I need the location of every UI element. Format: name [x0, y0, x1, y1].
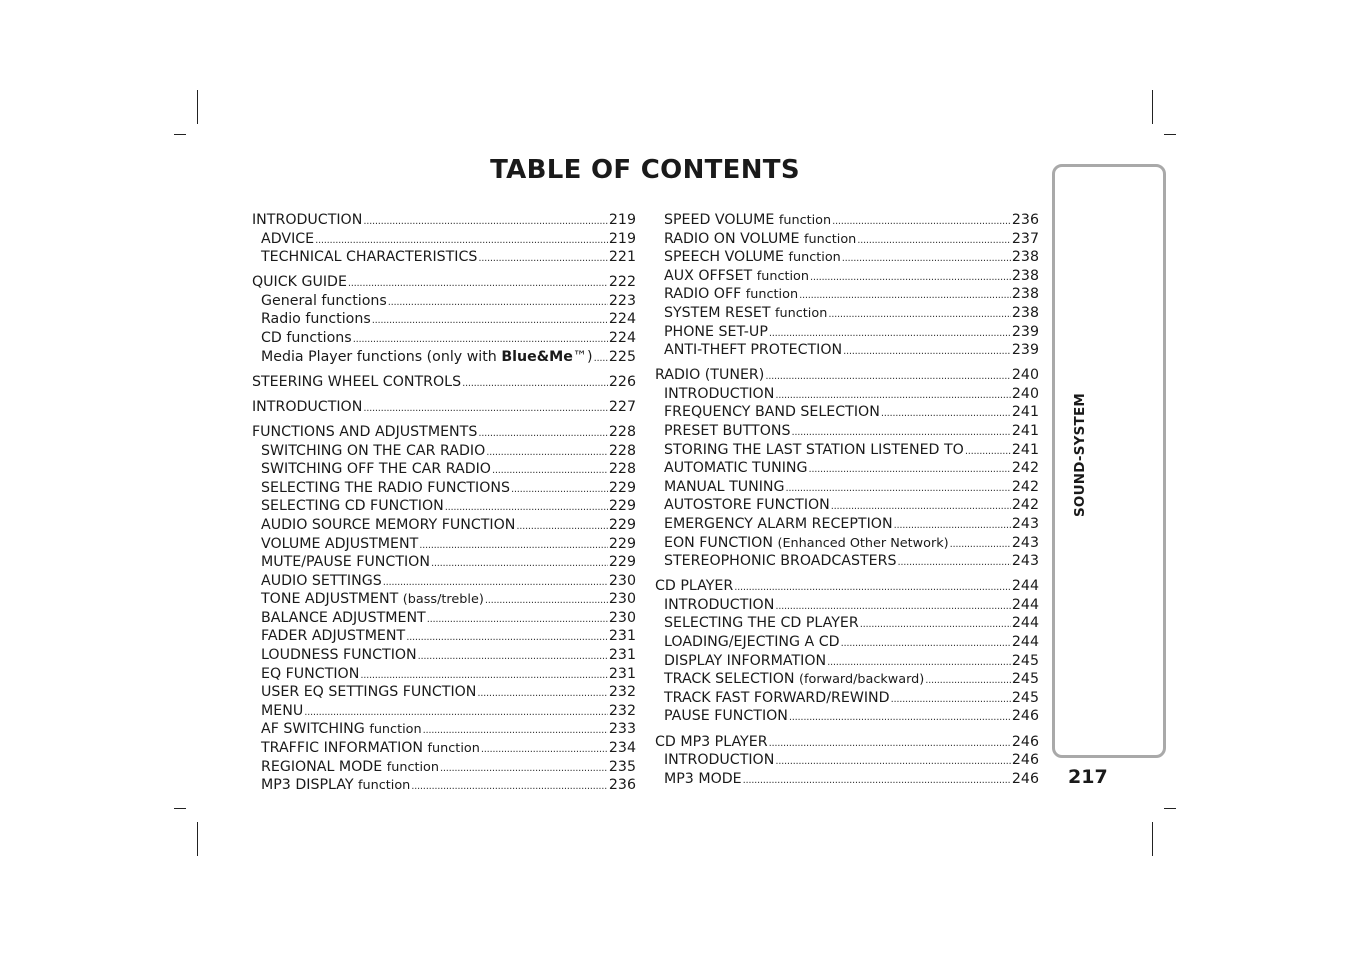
crop-mark: [1152, 822, 1153, 856]
toc-entry: [252, 536, 636, 555]
dot-leader: [841, 635, 1011, 653]
toc-entry-suffix: (bass/treble): [402, 592, 484, 608]
brand-name: Blue&Me: [501, 348, 573, 365]
toc-entry-label: TECHNICAL CHARACTERISTICS: [261, 249, 478, 266]
toc-entry-suffix: function: [778, 213, 832, 228]
section-tab: [1052, 164, 1166, 758]
toc-entry-page: 236: [608, 777, 636, 794]
toc-entry-page: 229: [608, 554, 636, 571]
dot-leader: [894, 517, 1011, 535]
toc-entry-label: RADIO OFF function: [664, 286, 799, 303]
toc-entry-page: 238: [1011, 304, 1039, 321]
dot-leader: [486, 444, 608, 462]
dot-leader: [857, 232, 1011, 250]
toc-entry-page: 231: [608, 628, 636, 645]
toc-entry-label: QUICK GUIDE: [252, 274, 347, 291]
toc-entry-page: 245: [1011, 671, 1039, 688]
toc-entry-label: STEREOPHONIC BROADCASTERS: [664, 553, 897, 570]
toc-entry-page: 238: [1011, 286, 1039, 303]
toc-entry-page: 229: [608, 516, 636, 533]
dot-leader: [423, 722, 608, 740]
dot-leader: [809, 461, 1011, 479]
toc-entry: [252, 610, 636, 629]
toc-entry-page: 244: [1011, 596, 1039, 613]
dot-leader: [406, 629, 608, 647]
toc-entry-label: VOLUME ADJUSTMENT: [261, 535, 419, 552]
toc-entry: [252, 740, 636, 759]
toc-entry-page: 245: [1011, 689, 1039, 706]
crop-mark: [174, 808, 186, 809]
toc-entry: [655, 423, 1039, 442]
toc-entry-page: 235: [608, 758, 636, 775]
dot-leader: [383, 574, 608, 592]
page-number: 217: [1068, 766, 1108, 788]
toc-entry: [252, 480, 636, 499]
toc-entry: [655, 535, 1039, 554]
toc-entry-page: 229: [608, 479, 636, 496]
toc-entry-page: 243: [1011, 534, 1039, 551]
toc-entry: [655, 404, 1039, 423]
toc-entry: [252, 517, 636, 536]
toc-entry-page: 228: [608, 461, 636, 478]
toc-entry-suffix: function: [386, 759, 439, 775]
toc-entry-label: AUX OFFSET function: [664, 267, 809, 284]
dot-leader: [769, 325, 1011, 343]
toc-entry-page: 221: [608, 249, 636, 266]
toc-entry-page: 241: [1011, 404, 1039, 421]
toc-entry-page: 226: [608, 373, 636, 390]
toc-entry-label: PAUSE FUNCTION: [664, 708, 788, 725]
toc-entry-suffix: ™): [572, 348, 593, 365]
toc-entry: [252, 399, 636, 418]
toc-entry-label: BALANCE ADJUSTMENT: [261, 609, 426, 626]
toc-entry-page: 224: [608, 311, 636, 328]
dot-leader: [843, 343, 1011, 361]
toc-entry: [655, 708, 1039, 727]
dot-leader: [775, 598, 1011, 616]
dot-leader: [881, 405, 1011, 423]
dot-leader: [769, 735, 1011, 753]
toc-entry-page: 231: [608, 665, 636, 682]
toc-entry-label: RADIO (TUNER): [655, 367, 765, 384]
dot-leader: [594, 350, 608, 368]
dot-leader: [842, 250, 1011, 268]
toc-entry-page: 229: [608, 498, 636, 515]
toc-entry-page: 233: [608, 721, 636, 738]
toc-entry-page: 223: [608, 292, 636, 309]
toc-entry-label: INTRODUCTION: [664, 596, 775, 613]
dot-leader: [431, 555, 608, 573]
dot-leader: [363, 213, 608, 231]
toc-entry: [655, 615, 1039, 634]
toc-entry-label: SWITCHING ON THE CAR RADIO: [261, 442, 486, 459]
dot-leader: [831, 498, 1011, 516]
dot-leader: [775, 753, 1011, 771]
toc-entry: [252, 554, 636, 573]
toc-entry: [252, 666, 636, 685]
toc-entry: [252, 424, 636, 443]
toc-entry-page: 232: [608, 684, 636, 701]
toc-entry: [252, 498, 636, 517]
dot-leader: [418, 648, 608, 666]
toc-entry-page: 225: [608, 348, 636, 365]
dot-leader: [477, 685, 607, 703]
toc-entry-page: 245: [1011, 652, 1039, 669]
toc-entry-page: 236: [1011, 212, 1039, 228]
toc-entry-label: USER EQ SETTINGS FUNCTION: [261, 684, 477, 701]
dot-leader: [832, 213, 1011, 231]
toc-entry-page: 240: [1011, 367, 1039, 384]
toc-entry-suffix: function: [756, 268, 809, 284]
dot-leader: [950, 536, 1011, 554]
toc-entry-suffix: function: [369, 722, 422, 738]
toc-entry-page: 241: [1011, 441, 1039, 458]
toc-entry: [655, 752, 1039, 771]
toc-entry: [252, 274, 636, 293]
toc-entry-label: STEERING WHEEL CONTROLS: [252, 373, 462, 390]
toc-entry-label: ANTI-THEFT PROTECTION: [664, 342, 843, 359]
toc-entry: [655, 286, 1039, 305]
toc-entry: [252, 374, 636, 393]
section-tab-label: SOUND-SYSTEM: [1072, 392, 1088, 518]
toc-entry-label: INTRODUCTION: [252, 398, 363, 415]
toc-entry-label: ADVICE: [261, 230, 315, 247]
toc-entry-page: 228: [608, 423, 636, 440]
toc-entry: [655, 479, 1039, 498]
toc-entry-page: 230: [608, 591, 636, 608]
dot-leader: [828, 306, 1011, 324]
toc-entry-label: SPEECH VOLUME function: [664, 249, 841, 266]
toc-entry: [655, 268, 1039, 287]
toc-entry: [655, 690, 1039, 709]
crop-mark: [197, 90, 198, 124]
toc-entry-label: MANUAL TUNING: [664, 478, 785, 495]
toc-entry-label: PRESET BUTTONS: [664, 423, 791, 440]
toc-entry-page: 234: [608, 740, 636, 757]
toc-entry: [655, 231, 1039, 250]
dot-leader: [353, 331, 608, 349]
toc-entry-label: DISPLAY INFORMATION: [664, 652, 827, 669]
toc-entry: [252, 591, 636, 610]
toc-entry-page: 244: [1011, 615, 1039, 632]
dot-leader: [304, 704, 608, 722]
toc-entry-page: 237: [1011, 230, 1039, 247]
toc-entry-page: 239: [1011, 323, 1039, 340]
dot-leader: [792, 424, 1011, 442]
toc-entry-label: SELECTING CD FUNCTION: [261, 498, 444, 515]
toc-entry-label: INTRODUCTION: [664, 752, 775, 769]
toc-entry-label: CD functions: [261, 330, 352, 347]
dot-leader: [363, 400, 608, 418]
toc-entry-label: General functions: [261, 292, 387, 309]
toc-entry-label: MP3 DISPLAY function: [261, 777, 411, 794]
toc-entry: [252, 330, 636, 349]
toc-entry: [252, 461, 636, 480]
toc-entry: [252, 777, 636, 796]
crop-mark: [1152, 90, 1153, 124]
toc-column-right: [655, 212, 1039, 789]
toc-entry-suffix: (forward/backward): [799, 672, 925, 688]
toc-entry-page: 219: [608, 212, 636, 228]
dot-leader: [925, 672, 1011, 690]
toc-entry: [655, 597, 1039, 616]
toc-entry-page: 246: [1011, 708, 1039, 725]
toc-entry-label: TRACK SELECTION (forward/backward): [664, 671, 925, 688]
toc-entry-label: AF SWITCHING function: [261, 721, 422, 738]
toc-entry: [655, 653, 1039, 672]
toc-entry-page: 239: [1011, 342, 1039, 359]
toc-entry-label: AUDIO SOURCE MEMORY FUNCTION: [261, 516, 516, 533]
toc-entry-label: CD MP3 PLAYER: [655, 733, 768, 750]
toc-entry: [252, 212, 636, 231]
toc-entry: [252, 293, 636, 312]
toc-entry-page: 243: [1011, 516, 1039, 532]
dot-leader: [481, 741, 608, 759]
toc-entry-page: 219: [608, 230, 636, 247]
toc-entry: [252, 721, 636, 740]
toc-entry-page: 238: [1011, 249, 1039, 266]
toc-entry-suffix: (Enhanced Other Network): [777, 535, 949, 551]
toc-entry-page: 244: [1011, 634, 1039, 651]
toc-entry-page: 243: [1011, 553, 1039, 570]
toc-entry-page: 230: [608, 572, 636, 589]
toc-entry-suffix: function: [427, 741, 480, 757]
toc-entry: [655, 671, 1039, 690]
toc-entry-label: FADER ADJUSTMENT: [261, 628, 406, 645]
toc-entry-label: AUDIO SETTINGS: [261, 572, 382, 589]
dot-leader: [799, 287, 1011, 305]
toc-entry-label: AUTOMATIC TUNING: [664, 460, 808, 477]
dot-leader: [440, 760, 608, 778]
toc-entry-label: MP3 MODE: [664, 770, 742, 787]
toc-entry-label: INTRODUCTION: [664, 385, 775, 402]
toc-entry: [655, 771, 1039, 790]
toc-entry: [655, 578, 1039, 597]
toc-entry-label: MENU: [261, 702, 304, 719]
toc-entry-label: LOADING/EJECTING A CD: [664, 634, 840, 651]
toc-entry-suffix: function: [358, 778, 411, 794]
toc-entry: [655, 460, 1039, 479]
toc-entry-label: STORING THE LAST STATION LISTENED TO: [664, 441, 964, 458]
toc-entry: [252, 703, 636, 722]
dot-leader: [810, 269, 1011, 287]
toc-entry-label: Radio functions: [261, 311, 371, 328]
toc-entry-label: LOUDNESS FUNCTION: [261, 647, 417, 664]
toc-entry-label: CD PLAYER: [655, 578, 734, 595]
toc-entry-page: 242: [1011, 497, 1039, 514]
toc-entry: [655, 386, 1039, 405]
toc-entry: [655, 342, 1039, 361]
dot-leader: [891, 691, 1011, 709]
toc-entry-page: 224: [608, 330, 636, 347]
toc-entry: [252, 628, 636, 647]
dot-leader: [419, 537, 608, 555]
toc-entry-label: EMERGENCY ALARM RECEPTION: [664, 516, 893, 532]
dot-leader: [897, 554, 1010, 572]
dot-leader: [789, 709, 1011, 727]
toc-entry-label: SELECTING THE RADIO FUNCTIONS: [261, 479, 510, 496]
toc-entry-suffix: function: [745, 287, 799, 303]
dot-leader: [315, 232, 608, 250]
toc-entry-label: Media Player functions (only with Blue&Me™): [261, 348, 593, 365]
toc-entry: [252, 231, 636, 250]
dot-leader: [734, 579, 1011, 597]
toc-entry-page: 242: [1011, 460, 1039, 477]
toc-entry-label: TONE ADJUSTMENT (bass/treble): [261, 591, 484, 608]
dot-leader: [827, 654, 1011, 672]
dot-leader: [485, 592, 608, 610]
toc-entry: [655, 212, 1039, 231]
toc-entry: [655, 516, 1039, 535]
dot-leader: [478, 425, 608, 443]
toc-entry: [252, 647, 636, 666]
page-title: TABLE OF CONTENTS: [490, 155, 800, 185]
toc-entry-label: FUNCTIONS AND ADJUSTMENTS: [252, 423, 478, 440]
toc-entry-label: EQ FUNCTION: [261, 665, 360, 682]
toc-entry-label: AUTOSTORE FUNCTION: [664, 497, 830, 514]
toc-entry-page: 229: [608, 535, 636, 552]
toc-entry: [252, 249, 636, 268]
toc-entry-label: SWITCHING OFF THE CAR RADIO: [261, 461, 491, 478]
toc-entry: [655, 634, 1039, 653]
dot-leader: [411, 778, 608, 796]
dot-leader: [786, 480, 1011, 498]
crop-mark: [197, 822, 198, 856]
toc-entry-page: 228: [608, 442, 636, 459]
crop-mark: [1164, 134, 1176, 135]
dot-leader: [348, 275, 608, 293]
toc-entry-page: 246: [1011, 752, 1039, 769]
toc-entry-page: 242: [1011, 478, 1039, 495]
toc-entry-page: 222: [608, 274, 636, 291]
crop-mark: [174, 134, 186, 135]
toc-entry: [655, 367, 1039, 386]
dot-leader: [775, 387, 1011, 405]
toc-column-left: [252, 212, 636, 796]
dot-leader: [427, 611, 608, 629]
crop-mark: [1164, 808, 1176, 809]
toc-entry-page: 240: [1011, 385, 1039, 402]
toc-entry-suffix: function: [775, 305, 828, 321]
toc-entry: [252, 311, 636, 330]
dot-leader: [860, 616, 1011, 634]
toc-entry-label: SPEED VOLUME function: [664, 212, 832, 228]
dot-leader: [765, 368, 1011, 386]
toc-entry: [252, 573, 636, 592]
toc-entry-page: 230: [608, 609, 636, 626]
toc-entry-suffix: function: [803, 231, 857, 247]
dot-leader: [511, 481, 608, 499]
toc-entry-label: EON FUNCTION (Enhanced Other Network): [664, 534, 949, 551]
toc-entry: [655, 734, 1039, 753]
toc-entry: [655, 305, 1039, 324]
toc-entry-label: SELECTING THE CD PLAYER: [664, 615, 859, 632]
toc-entry-page: 246: [1011, 770, 1039, 787]
toc-entry: [655, 442, 1039, 461]
toc-entry-label: SYSTEM RESET function: [664, 304, 828, 321]
toc-entry-label: INTRODUCTION: [252, 212, 363, 228]
toc-entry-label: REGIONAL MODE function: [261, 758, 439, 775]
toc-entry: [252, 759, 636, 778]
toc-entry-label: TRACK FAST FORWARD/REWIND: [664, 689, 890, 706]
toc-entry-page: 241: [1011, 423, 1039, 440]
toc-entry-page: 227: [608, 398, 636, 415]
dot-leader: [492, 462, 608, 480]
toc-entry: [252, 684, 636, 703]
toc-entry-page: 232: [608, 702, 636, 719]
toc-entry-page: 238: [1011, 267, 1039, 284]
toc-entry: [655, 324, 1039, 343]
toc-entry-label: FREQUENCY BAND SELECTION: [664, 404, 880, 421]
toc-entry-label: MUTE/PAUSE FUNCTION: [261, 554, 430, 571]
toc-entry: [252, 349, 636, 368]
toc-entry-label: TRAFFIC INFORMATION function: [261, 740, 480, 757]
dot-leader: [372, 312, 608, 330]
dot-leader: [743, 772, 1011, 790]
toc-entry-suffix: function: [788, 250, 841, 266]
toc-entry-label: RADIO ON VOLUME function: [664, 230, 857, 247]
toc-entry: [655, 497, 1039, 516]
dot-leader: [516, 518, 608, 536]
toc-entry-page: 231: [608, 647, 636, 664]
dot-leader: [478, 250, 608, 268]
dot-leader: [462, 375, 608, 393]
dot-leader: [445, 499, 608, 517]
toc-entry-page: 244: [1011, 578, 1039, 595]
toc-entry: [655, 249, 1039, 268]
toc-entry: [252, 443, 636, 462]
toc-entry-page: 246: [1011, 733, 1039, 750]
toc-entry: [655, 553, 1039, 572]
dot-leader: [360, 667, 608, 685]
dot-leader: [388, 294, 608, 312]
dot-leader: [965, 443, 1011, 461]
toc-entry-label: PHONE SET-UP: [664, 323, 768, 340]
